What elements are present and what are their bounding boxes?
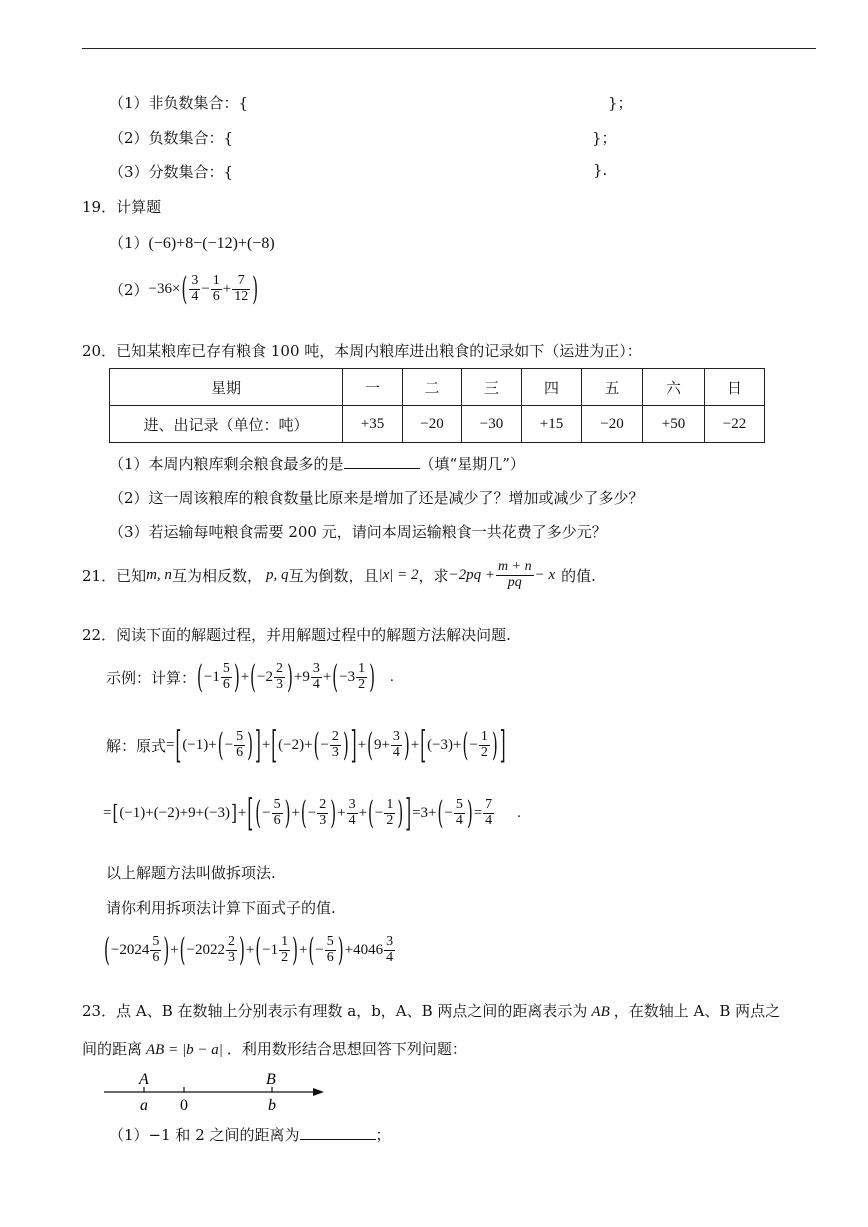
paren: ( [250,658,257,697]
frac-num: 2 [331,729,339,744]
paren: ) [466,794,473,833]
term: (−1)+(−2)+9+(−3) [119,804,231,821]
fraction [221,662,232,692]
paren: ( [104,931,110,970]
paren: ) [491,726,498,765]
solve-label: 解：原式 [106,736,167,755]
equals-sign: = [473,804,483,821]
paren: ) [163,931,170,970]
fraction [347,798,358,828]
q23-expr: AB = |b − a| [146,1042,223,1058]
paren: ) [233,658,240,697]
label-zero: 0 [180,1097,188,1114]
q19-part2 [109,270,259,309]
table-cell: 五 [582,369,643,406]
fraction [391,730,402,760]
q21-text: 的值. [561,566,596,585]
q19-p1-expr: (−6)+8−(−12)+(−8) [148,235,275,252]
arrow-head [313,1088,324,1096]
mixed-whole: −1 [203,668,220,685]
paren: ) [403,726,410,765]
frac-num: 5 [152,934,160,949]
q22-solution-line2 [103,790,521,836]
frac-num: 2 [276,661,283,676]
frac-den: 3 [227,949,235,965]
fraction [479,730,490,760]
bracket: [ [247,790,254,836]
fraction [274,662,285,692]
frac-num: 1 [358,661,366,676]
frac-den: 3 [276,676,283,692]
fraction [454,798,465,828]
q23-text: 间的距离 [82,1040,143,1058]
plus-sign: + [237,804,247,821]
paren: ) [252,270,259,309]
frac-num: 3 [392,729,400,744]
fraction [330,730,341,760]
plus-sign: + [291,804,300,821]
plus-sign: + [240,668,250,685]
plus-sign: + [222,280,232,297]
table-cell: −30 [462,406,522,443]
q20-sub1 [109,453,525,474]
paren: ( [181,270,188,309]
minus-sign: − [469,736,478,753]
set-close-text: }； [592,129,617,147]
q20-sub2: （2）这一周该粮库的粮食数量比原来是增加了还是减少了？增加或减少了多少？ [109,489,644,507]
q22-exercise [103,931,396,970]
paren: ( [255,794,262,833]
frac-num: 5 [326,934,334,949]
q23-line1 [82,1000,780,1021]
frac-den: 4 [348,812,356,828]
q21-text: 21．已知 [82,566,147,585]
q21-expr: −2pq + [448,566,496,583]
q21-text: 互为相反数， [171,566,262,585]
answer-blank[interactable] [344,468,420,469]
plus-sign: + [337,804,346,821]
set-close-text: }； [608,94,633,112]
q21-expr: − x [534,566,556,583]
table-row [110,369,765,406]
set-label: （2）负数集合：{ [109,129,234,147]
header-rule [82,48,816,49]
table-cell: +15 [522,406,582,443]
frac-num: 5 [273,797,281,812]
q20-sub3: （3）若运输每吨粮食需要 200 元，请问本周运输粮食一共花费了多少元？ [109,523,607,541]
paren: ( [313,726,320,765]
set-close-text: }. [593,161,608,179]
frac-den: 3 [331,744,339,760]
fraction [226,935,237,965]
plus-sign: + [358,804,368,821]
frac-den: 4 [455,812,463,828]
frac-den: 6 [152,949,160,965]
fraction [496,560,534,590]
frac-num: 3 [191,273,199,288]
fraction [325,935,336,965]
q19-part1 [109,232,275,253]
fraction [356,662,367,692]
q20-s1-tail: （填“星期几”） [419,455,525,473]
q23-text: 23．点 A、B 在数轴上分别表示有理数 a，b，A、B 两点之间的距离表示为 [82,1002,588,1020]
grain-record-table [109,368,765,443]
minus-sign: − [374,804,384,821]
frac-num: 3 [312,661,320,676]
period: . [389,668,394,685]
frac-num: 5 [236,729,244,744]
frac-num: 1 [480,729,488,744]
frac-den: 2 [480,744,488,760]
minus-sign: − [201,280,210,297]
frac-den: 3 [319,812,327,828]
mixed-whole: −2022 [186,941,225,958]
part-label: （1） [109,234,149,252]
bracket: ] [254,722,261,768]
table-cell: 进、出记录（单位：吨） [110,406,343,443]
term: (−3)+ [427,736,462,753]
q23-line2 [82,1038,467,1059]
bracket: [ [112,800,119,826]
q22-example [106,658,394,697]
paren: ) [369,658,375,697]
plus-sign: +9 [293,668,310,685]
table-cell: 四 [522,369,582,406]
table-row [110,406,765,443]
answer-blank[interactable] [300,1139,376,1140]
frac-num: m + n [498,559,532,574]
mixed-whole: −2 [257,668,273,685]
set-close [593,161,607,179]
paren: ( [368,794,374,833]
q19-title: 19．计算题 [82,198,162,216]
set-close [592,127,617,148]
frac-den: 4 [191,288,199,304]
set-negative [109,127,233,148]
table-cell: 六 [643,369,705,406]
frac-den: 2 [358,676,366,692]
plus-sign: + [245,941,255,958]
bracket: ] [499,722,506,768]
frac-num: 1 [386,797,394,812]
equals-sign: = [103,804,112,821]
paren: ( [217,726,224,765]
q23-text: ，在数轴上 A、B 两点之 [613,1002,781,1020]
frac-num: 7 [485,797,493,812]
fraction [272,798,283,828]
q22-title: 22．阅读下面的解题过程，并用解题过程中的解题方法解决问题. [82,626,511,644]
q23-s1-tail: ； [375,1126,391,1144]
frac-den: 6 [222,676,230,692]
table-cell: +50 [643,406,705,443]
q19-p2-prefix: −36× [148,280,181,297]
fraction [384,798,395,828]
paren: ) [397,794,404,833]
bracket: ] [231,800,237,826]
bracket: ] [405,790,412,836]
fraction [317,798,328,828]
label-b: b [268,1097,276,1114]
paren: ( [332,658,339,697]
table-cell: −20 [403,406,462,443]
q20-s1-text: （1）本周内粮库剩余粮食最多的是 [109,455,344,473]
frac-den: 6 [273,812,281,828]
set-fraction [109,161,233,182]
term: 9+ [373,736,390,753]
fraction [189,274,200,304]
term: (−2)+ [278,736,313,753]
q21-text: 互为倒数，且 [288,566,379,585]
bracket: [ [175,722,182,768]
plus-sign: + [410,736,420,753]
q21-pq: p, q [265,566,289,583]
bracket: [ [420,722,427,768]
bracket: [ [271,722,278,768]
minus-sign: − [307,804,317,821]
frac-num: 3 [386,934,394,949]
label-B: B [266,1071,276,1088]
frac-num: 2 [319,797,327,812]
minus-sign: − [320,736,329,753]
plus-sign: +4046 [344,941,384,958]
set-close [608,92,633,113]
fraction [211,274,222,304]
frac-den: 12 [234,288,249,304]
q23-ab: AB [591,1004,610,1020]
q22-solution-line1 [106,722,507,768]
frac-num: 5 [455,797,463,812]
frac-den: 4 [392,744,400,760]
q21-text: ，求 [418,566,449,585]
frac-den: 4 [485,812,493,828]
frac-den: 2 [281,949,289,965]
minus-sign: − [444,804,453,821]
plus-sign: + [299,941,308,958]
frac-den: 6 [236,744,244,760]
q23-sub1 [109,1124,391,1145]
paren: ) [238,931,245,970]
q20-intro: 20．已知某粮库已存有粮食 100 吨，本周内粮库进出粮食的记录如下（运进为正）： [82,342,642,360]
table-cell: +35 [343,406,403,443]
paren: ) [337,931,344,970]
paren: ( [437,794,444,833]
paren: ( [255,931,262,970]
table-cell: −20 [582,406,643,443]
paren: ( [308,931,315,970]
fraction [384,935,395,965]
number-line-diagram [100,1068,330,1114]
frac-den: 2 [386,812,394,828]
fraction [311,662,322,692]
q23-text: ．利用数形结合思想回答下列问题： [226,1040,467,1058]
paren: ( [179,931,186,970]
set-nonneg [109,92,248,113]
paren: ) [292,931,298,970]
q21-mn: m, n [146,566,172,583]
bracket: ] [350,722,357,768]
label-A: A [139,1071,149,1088]
plus-sign: + [357,736,367,753]
table-cell: 星期 [110,369,343,406]
q23-s1-text: （1）−1 和 2 之间的距离为 [109,1126,300,1144]
mixed-whole: −2024 [110,941,150,958]
q22-note1: 以上解题方法叫做拆项法. [106,864,276,882]
frac-num: 5 [222,661,230,676]
paren: ( [462,726,469,765]
equals-sign: = [166,736,175,753]
frac-den: pq [507,574,522,590]
q21-abs: |x| = 2 [378,566,419,583]
table-cell: 三 [462,369,522,406]
fraction [279,935,290,965]
paren: ) [284,794,291,833]
period: . [517,804,521,821]
minus-sign: − [224,736,234,753]
paren: ( [197,658,203,697]
frac-num: 2 [227,934,235,949]
fraction [234,730,245,760]
mixed-whole: −1 [262,941,279,958]
paren: ) [342,726,349,765]
set-label: （1）非负数集合：{ [109,94,249,112]
paren: ( [367,726,373,765]
example-label: 示例：计算： [106,668,197,687]
plus-sign: + [170,941,179,958]
frac-num: 7 [232,274,250,290]
paren: ) [247,726,253,765]
minus-sign: − [262,804,271,821]
table-cell: −22 [705,406,765,443]
fraction [483,798,494,828]
term: =3+ [412,804,437,821]
frac-den: 6 [212,288,220,304]
set-label: （3）分数集合：{ [109,163,234,181]
paren: ) [330,794,337,833]
q21 [82,560,596,590]
fraction [232,274,250,304]
mixed-whole: −3 [339,668,356,685]
paren: ) [287,658,293,697]
q22-note2: 请你利用拆项法计算下面式子的值. [106,899,336,917]
plus-sign: + [322,668,332,685]
frac-den: 4 [312,676,320,692]
plus-sign: + [261,736,271,753]
table-cell: 一 [343,369,403,406]
part-label: （2） [109,280,149,299]
label-a: a [140,1097,148,1114]
frac-num: 1 [212,273,220,288]
fraction [150,935,161,965]
term: (−1)+ [182,736,217,753]
frac-den: 4 [386,949,394,965]
table-cell: 二 [403,369,462,406]
frac-den: 6 [326,949,334,965]
minus-sign: − [315,941,324,958]
paren: ( [300,794,307,833]
frac-num: 1 [281,934,289,949]
frac-num: 3 [348,797,356,812]
table-cell: 日 [705,369,765,406]
